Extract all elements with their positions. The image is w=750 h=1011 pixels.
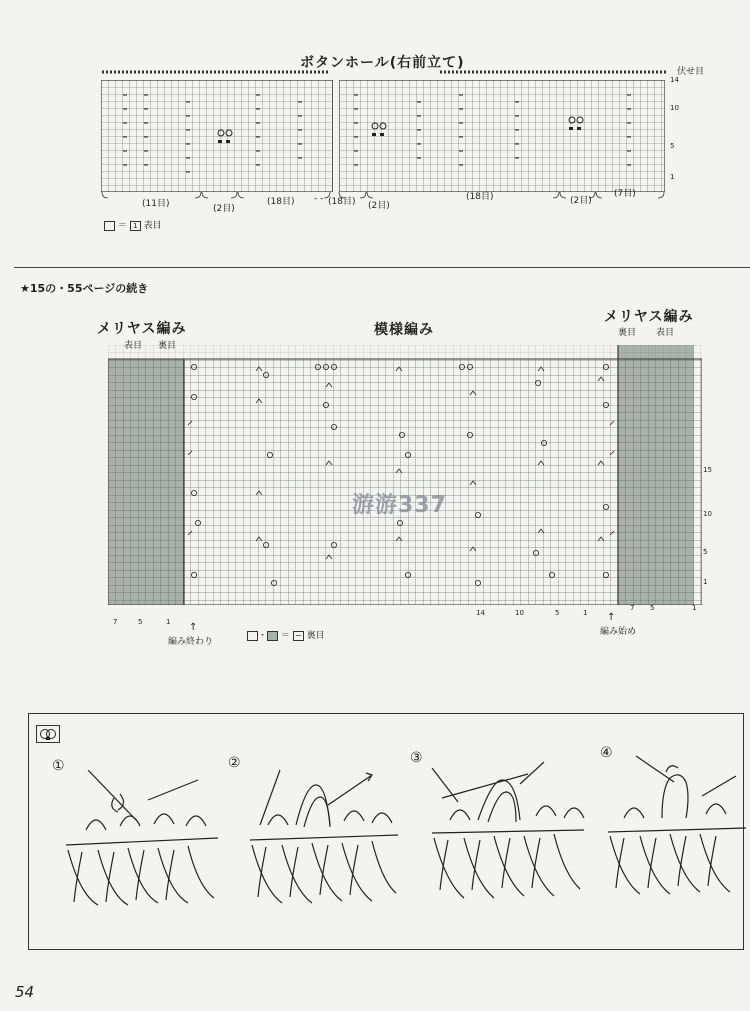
col-number: 5	[555, 609, 560, 617]
watermark: 游游337	[352, 493, 447, 518]
row-number: 10	[703, 510, 712, 518]
row-number: 1	[670, 173, 675, 181]
col-number: 5	[138, 618, 143, 626]
start-label: 編み始め	[600, 627, 637, 637]
step-4-illustration	[606, 752, 748, 902]
col-number: 14	[476, 609, 485, 617]
row-number: 5	[670, 142, 675, 150]
step-1-illustration	[58, 770, 228, 910]
right-sub-label: 裏目	[618, 328, 637, 338]
col-number: 1	[166, 618, 171, 626]
buttonhole-grid-right	[339, 80, 665, 192]
left-sub-label: 表目	[124, 341, 143, 351]
col-number: 7	[630, 604, 635, 612]
stitch-count: (11目)	[142, 199, 170, 209]
col-number: 1	[583, 609, 588, 617]
stitch-symbol-icon	[36, 725, 60, 743]
stitch-count: (18目)	[267, 197, 295, 207]
bind-off-label: 伏せ目	[677, 67, 705, 77]
buttonhole-grid-left	[101, 80, 333, 192]
step-number: ①	[52, 758, 65, 774]
start-arrow-icon: ↑	[607, 612, 616, 623]
col-number: 7	[113, 618, 118, 626]
stitch-count: (2目)	[368, 201, 390, 211]
continuation-heading: ★15の・55ページの続き	[20, 282, 149, 295]
pattern-chart	[108, 345, 702, 605]
step-2-illustration	[240, 765, 410, 910]
bind-off-dots	[100, 68, 670, 76]
buttonhole-key: ＝ 1 表目	[104, 218, 162, 231]
page-number: 54	[15, 983, 35, 1001]
row-number: 15	[703, 466, 712, 474]
step-number: ④	[600, 745, 613, 761]
col-number: 10	[515, 609, 524, 617]
pattern-key: ・ ＝ − 裏目	[247, 628, 325, 641]
end-arrow-icon: ↑	[189, 622, 198, 633]
right-sub-label: 表目	[656, 328, 675, 338]
left-pattern-label: メリヤス編み	[97, 321, 187, 337]
center-pattern-label: 模様編み	[374, 322, 434, 338]
stitch-count: (2目)	[213, 204, 235, 214]
col-number: 5	[650, 604, 655, 612]
stitch-count: (18目)	[466, 192, 494, 202]
left-sub-label: 裏目	[158, 341, 177, 351]
row-number: 10	[670, 104, 679, 112]
step-number: ③	[410, 750, 423, 766]
step-3-illustration	[428, 758, 598, 908]
end-label: 編み終わり	[168, 637, 214, 647]
col-number: 1	[692, 604, 697, 612]
row-number: 14	[670, 76, 679, 84]
buttonhole-title: ボタンホール(右前立て)	[300, 55, 465, 71]
stitch-count: (2目)	[570, 196, 592, 206]
right-pattern-label: メリヤス編み	[604, 309, 694, 325]
row-number: 5	[703, 548, 708, 556]
section-divider	[14, 267, 750, 268]
row-number: 1	[703, 578, 708, 586]
step-number: ②	[228, 755, 241, 771]
stitch-count: (18目)	[328, 197, 356, 207]
stitch-count: (7目)	[614, 189, 636, 199]
